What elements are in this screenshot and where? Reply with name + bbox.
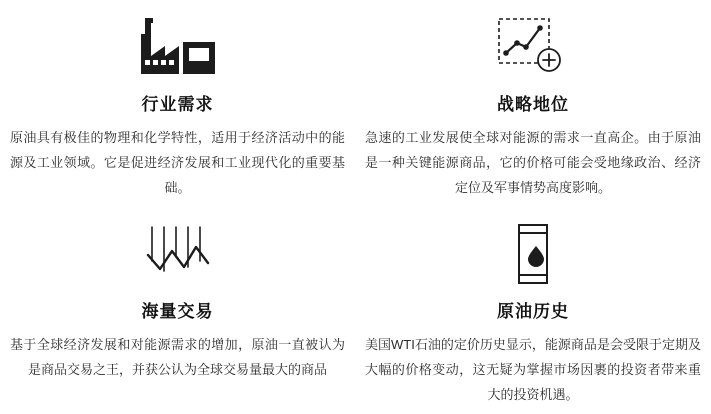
card-title: 原油历史	[497, 302, 569, 321]
card-strategic-position	[355, 0, 711, 207]
card-massive-trading	[0, 207, 355, 414]
chart-plus-icon	[493, 8, 573, 86]
factory-icon	[135, 8, 221, 86]
card-body: 急速的工业发展使全球对能源的需求一直高企。由于原油是一种关键能源商品，它的价格可能会受地缘政治、经济定位及军事情势高度影响。	[365, 130, 701, 195]
card-body: 原油具有极佳的物理和化学特性，适用于经济活动中的能源及工业领域。它是促进经济发展和工业现代化的重要基础。	[10, 130, 345, 195]
card-body: 美国WTI石油的定价历史显示，能源商品是会受限于定期及大幅的价格变动，这无疑为掌握市场因裹的投资者带来重大的投资机遇。	[365, 337, 701, 402]
card-title: 海量交易	[141, 302, 214, 321]
card-title: 行业需求	[141, 95, 214, 114]
card-oil-history	[355, 207, 711, 414]
card-industry-demand	[0, 0, 355, 207]
card-title: 战略地位	[497, 95, 569, 114]
volatility-chart-icon	[140, 215, 216, 293]
oil-barrel-icon	[506, 215, 560, 293]
card-body: 基于全球经济发展和对能源需求的增加，原油一直被认为是商品交易之王，并获公认为全球交易量最大的商品	[10, 337, 345, 377]
